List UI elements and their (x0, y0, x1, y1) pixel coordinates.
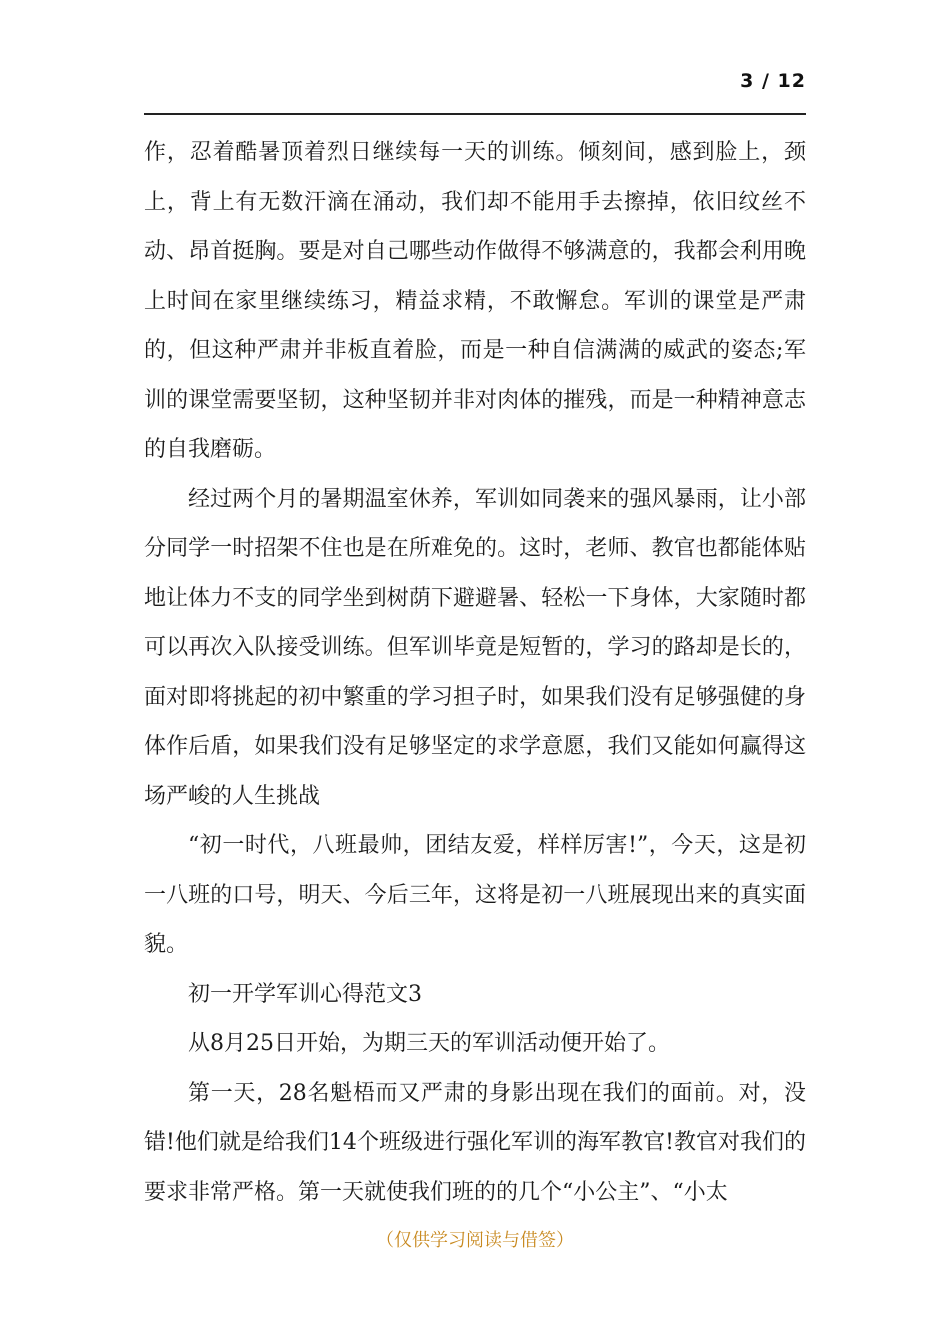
section-heading: 初一开学军训心得范文3 (188, 981, 422, 1007)
page-number: 3 / 12 (740, 70, 806, 92)
paragraph-3: “初一时代，八班最帅，团结友爱，样样厉害!”，今天，这是初一八班的口号，明天、今后三年，这将是初一八班展现出来的真实面貌。 (144, 833, 806, 957)
paragraph-1: 作，忍着酷暑顶着烈日继续每一天的训练。倾刻间，感到脸上，颈上，背上有无数汗滴在涌动，我们却不能用手去擦掉，依旧纹丝不动、昂首挺胸。要是对自己哪些动作做得不够满意的，我都会利用晚上时间在家里继续练习，精益求精，不敢懈怠。军训的课堂是严肃的，但这种严肃并非板直着脸，而是一种自信满满的威武的姿态;军训的课堂需要坚韧，这种坚韧并非对肉体的摧残，而是一种精神意志的自我磨砺。 (144, 140, 806, 462)
paragraph-2: 经过两个月的暑期温室休养，军训如同袭来的强风暴雨，让小部分同学一时招架不住也是在所难免的。这时，老师、教官也都能体贴地让体力不支的同学坐到树荫下避避暑、轻松一下身体，大家随时都可以再次入队接受训练。但军训毕竟是短暂的，学习的路却是长的，面对即将挑起的初中繁重的学习担子时，如果我们没有足够强健的身体作后盾，如果我们没有足够坚定的求学意愿，我们又能如何赢得这场严峻的人生挑战 (144, 486, 806, 809)
footer-note: （仅供学习阅读与借签） (376, 1230, 574, 1251)
paragraph-5: 第一天，28名魁梧而又严肃的身影出现在我们的面前。对，没错!他们就是给我们14个班级进行强化军训的海军教官!教官对我们的要求非常严格。第一天就使我们班的的几个“小公主”、“小太 (144, 1080, 806, 1205)
document-body (144, 128, 806, 1217)
header-divider (144, 113, 806, 115)
paragraph-4: 从8月25日开始，为期三天的军训活动便开始了。 (188, 1031, 670, 1056)
